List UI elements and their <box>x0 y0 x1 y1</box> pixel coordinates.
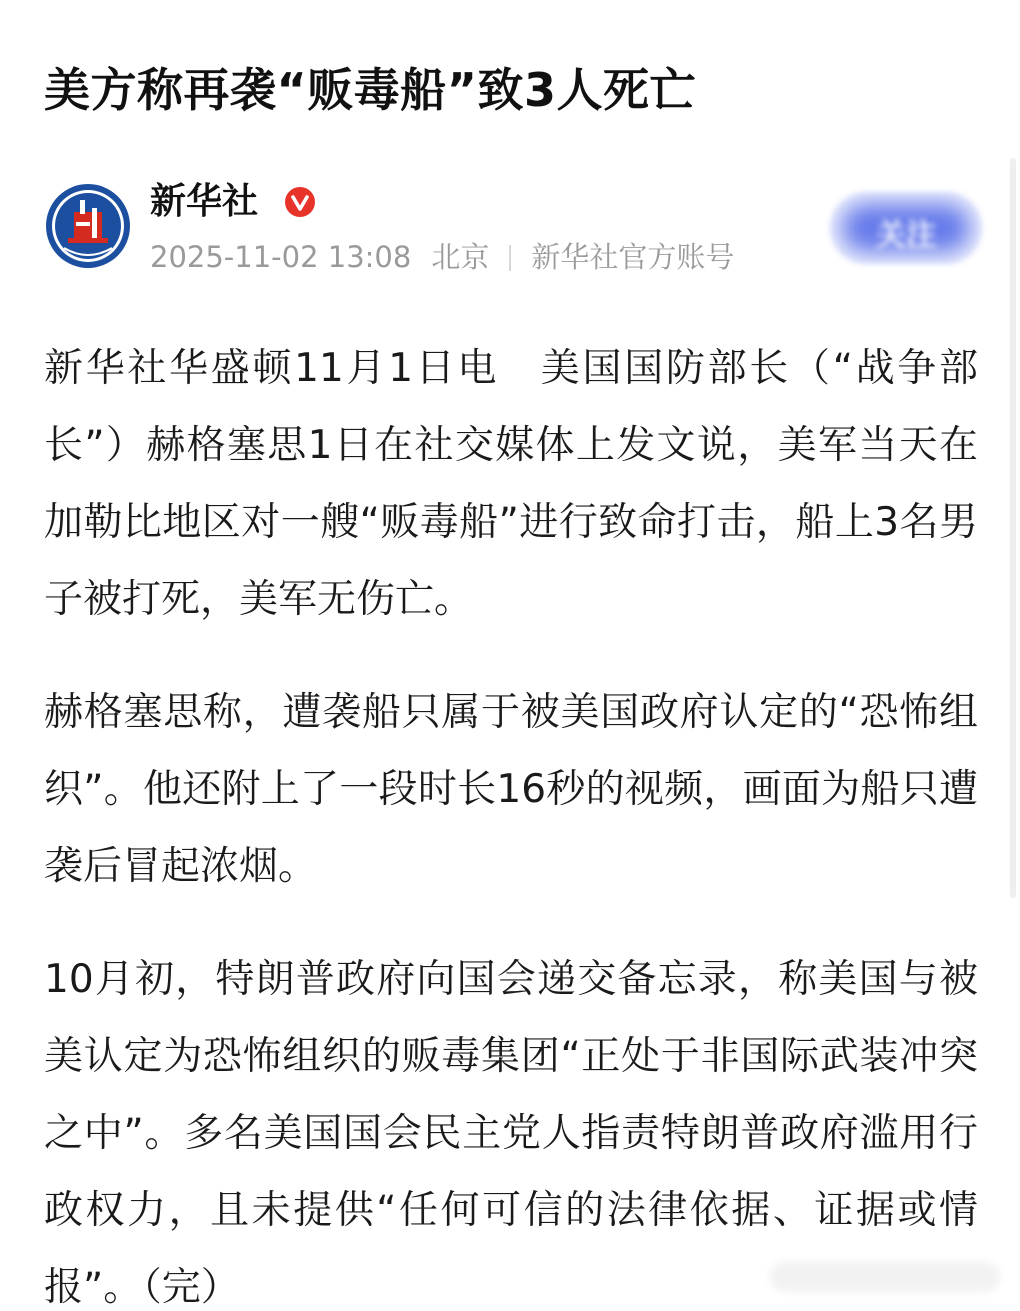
xinhua-logo-icon[interactable] <box>44 182 132 270</box>
meta-divider <box>509 245 511 271</box>
follow-button[interactable] <box>830 192 982 264</box>
source-name[interactable]: 新华社 <box>150 181 259 222</box>
article-title: 美方称再袭“贩毒船”致3人死亡 <box>44 63 696 117</box>
verified-badge-icon <box>284 186 316 218</box>
publish-location: 北京 <box>431 240 490 274</box>
account-type: 新华社官方账号 <box>531 240 735 274</box>
article-paragraph: 赫格塞思称，遭袭船只属于被美国政府认定的“恐怖组织”。他还附上了一段时长16秒的视频，画面为船只遭袭后冒起浓烟。 <box>44 690 978 889</box>
overlay-blur <box>770 1262 1000 1292</box>
article-body <box>44 330 978 1311</box>
follow-button-label: 关注 <box>876 218 936 253</box>
article-paragraph: 新华社华盛顿11月1日电 美国国防部长（“战争部长”）赫格塞思1日在社交媒体上发文说，美军当天在加勒比地区对一艘“贩毒船”进行致命打击，船上3名男子被打死，美军无伤亡。 <box>44 346 978 622</box>
scrollbar[interactable] <box>1010 158 1016 898</box>
article-meta <box>150 238 734 276</box>
article-paragraph: 10月初，特朗普政府向国会递交备忘录，称美国与被美认定为恐怖组织的贩毒集团“正处于非国际武装冲突之中”。多名美国国会民主党人指责特朗普政府滥用行政权力，且未提供“任何可信的法律依据、证据或情报”。（完） <box>44 957 978 1310</box>
publish-time: 2025-11-02 13:08 <box>150 240 412 274</box>
